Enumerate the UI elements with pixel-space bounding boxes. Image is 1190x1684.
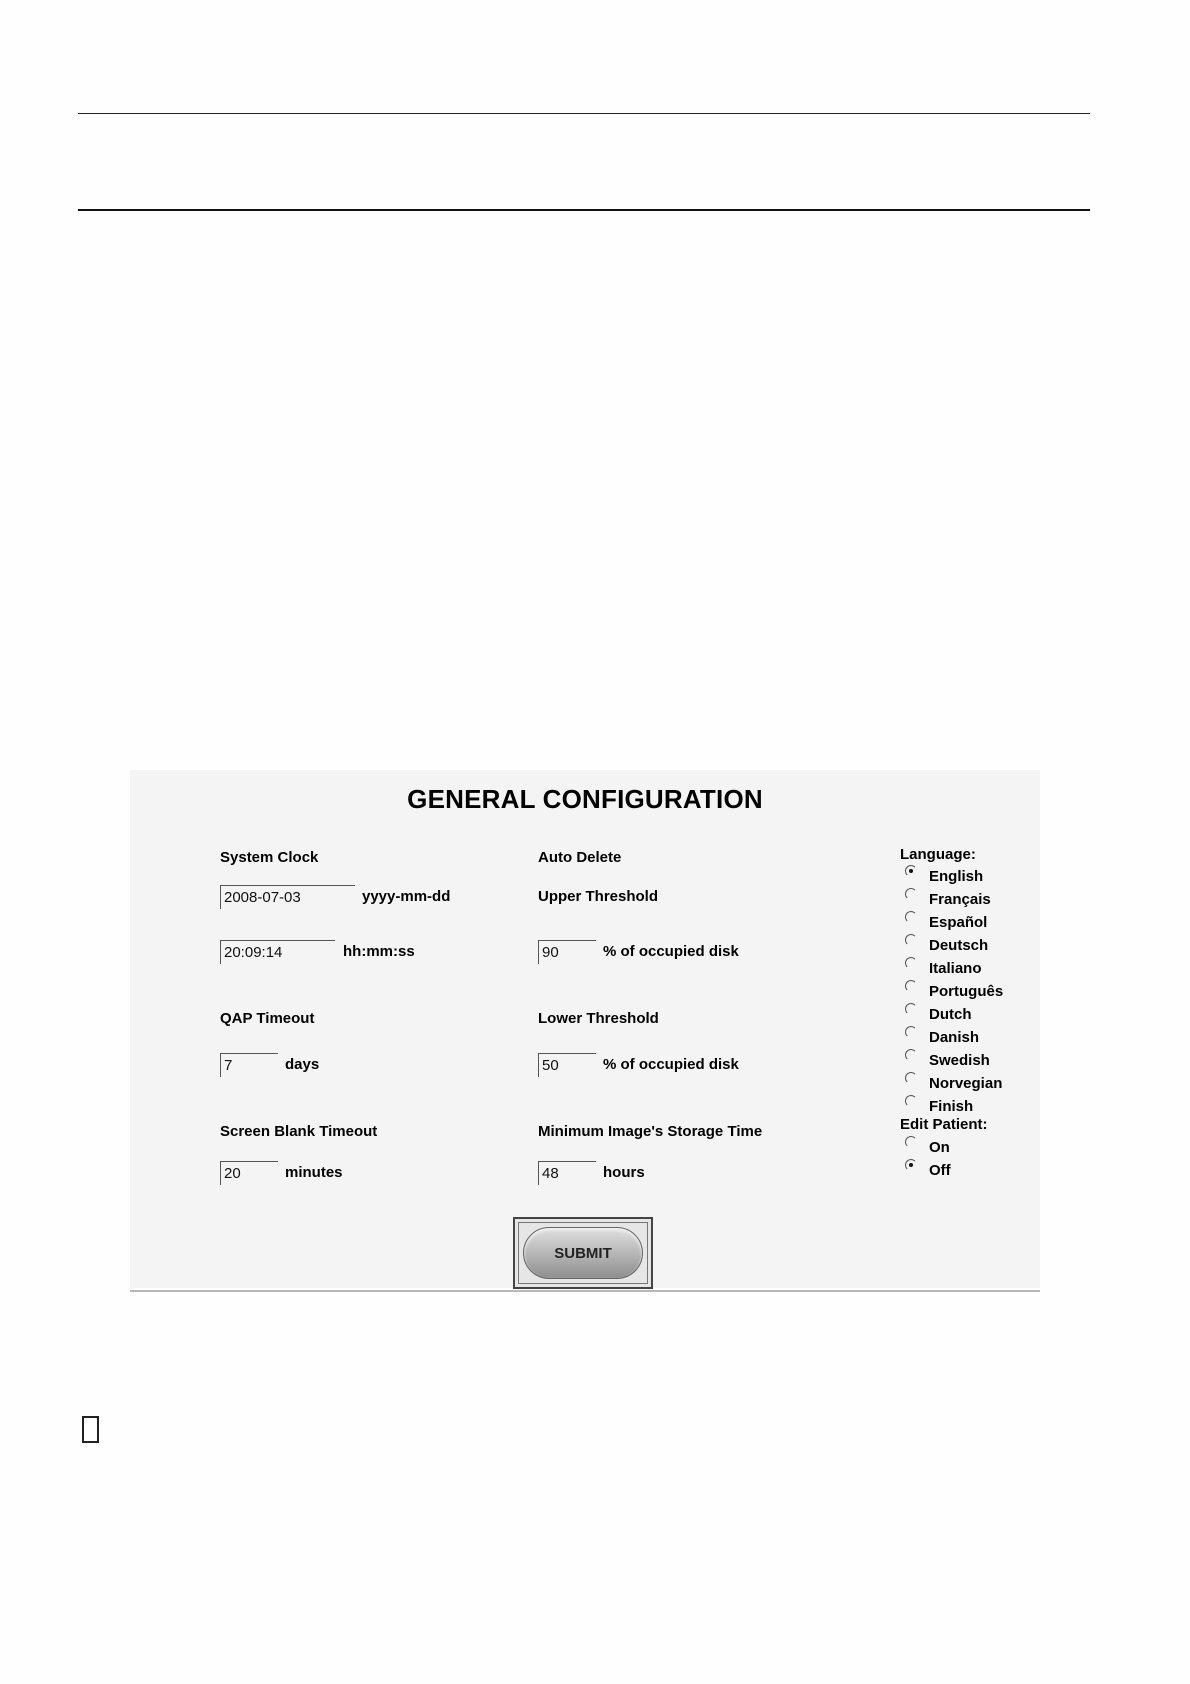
language-option-espanol[interactable] <box>905 911 987 933</box>
language-option-dutch[interactable] <box>905 1003 972 1025</box>
submit-button-frame <box>513 1217 653 1289</box>
language-option-norvegian[interactable] <box>905 1072 1002 1094</box>
lower-threshold-unit: % of occupied disk <box>603 1056 739 1073</box>
language-option-label: Português <box>929 982 1004 1000</box>
header-rule-top <box>78 113 1090 114</box>
radio-espanol[interactable] <box>905 911 917 923</box>
screen-blank-label: Screen Blank Timeout <box>220 1123 378 1140</box>
language-option-deutsch[interactable] <box>905 934 988 956</box>
qap-timeout-unit: days <box>285 1056 320 1073</box>
language-option-label: Finish <box>929 1097 974 1115</box>
radio-dutch[interactable] <box>905 1003 917 1015</box>
language-label: Language: <box>900 846 976 863</box>
screen-blank-input[interactable] <box>220 1161 278 1185</box>
submit-button[interactable]: SUBMIT <box>523 1227 643 1279</box>
date-input[interactable] <box>220 885 355 909</box>
edit-patient-option-off[interactable] <box>905 1159 951 1181</box>
language-option-label: Norvegian <box>929 1074 1003 1092</box>
min-storage-input[interactable] <box>538 1161 596 1185</box>
language-option-label: Français <box>929 890 991 908</box>
general-configuration-panel <box>130 770 1040 1288</box>
qap-timeout-label: QAP Timeout <box>220 1010 315 1027</box>
language-option-swedish[interactable] <box>905 1049 990 1071</box>
qap-timeout-input[interactable] <box>220 1053 278 1077</box>
radio-italiano[interactable] <box>905 957 917 969</box>
language-option-label: English <box>929 867 984 885</box>
language-option-finish[interactable] <box>905 1095 973 1117</box>
language-option-label: Italiano <box>929 959 982 977</box>
header-rule-bottom <box>78 209 1090 211</box>
language-option-label: Deutsch <box>929 936 989 954</box>
language-option-label: Danish <box>929 1028 980 1046</box>
note-checkbox[interactable] <box>82 1416 99 1443</box>
language-option-italiano[interactable] <box>905 957 982 979</box>
edit-patient-option-label: Off <box>929 1161 951 1179</box>
page-title: GENERAL CONFIGURATION <box>407 784 763 814</box>
radio-english[interactable] <box>905 865 917 877</box>
time-format-label: hh:mm:ss <box>343 943 415 960</box>
radio-portugues[interactable] <box>905 980 917 992</box>
language-option-label: Swedish <box>929 1051 990 1069</box>
lower-threshold-input[interactable] <box>538 1053 596 1077</box>
language-option-portugues[interactable] <box>905 980 1003 1002</box>
language-option-francais[interactable] <box>905 888 991 910</box>
time-input[interactable] <box>220 940 335 964</box>
edit-patient-option-on[interactable] <box>905 1136 950 1158</box>
date-format-label: yyyy-mm-dd <box>362 888 451 905</box>
radio-francais[interactable] <box>905 888 917 900</box>
auto-delete-label: Auto Delete <box>538 849 622 866</box>
language-option-label: Dutch <box>929 1005 972 1023</box>
edit-patient-label: Edit Patient: <box>900 1116 988 1133</box>
radio-danish[interactable] <box>905 1026 917 1038</box>
panel-bottom-rule <box>130 1290 1040 1292</box>
lower-threshold-label: Lower Threshold <box>538 1010 659 1027</box>
radio-finish[interactable] <box>905 1095 917 1107</box>
upper-threshold-input[interactable] <box>538 940 596 964</box>
radio-edit-on[interactable] <box>905 1136 917 1148</box>
language-option-danish[interactable] <box>905 1026 979 1048</box>
language-option-label: Español <box>929 913 988 931</box>
language-option-english[interactable] <box>905 865 983 887</box>
edit-patient-option-label: On <box>929 1138 950 1156</box>
radio-edit-off[interactable] <box>905 1159 917 1171</box>
upper-threshold-unit: % of occupied disk <box>603 943 739 960</box>
min-storage-label: Minimum Image's Storage Time <box>538 1123 763 1140</box>
radio-deutsch[interactable] <box>905 934 917 946</box>
screen-blank-unit: minutes <box>285 1164 343 1181</box>
upper-threshold-label: Upper Threshold <box>538 888 659 905</box>
radio-norvegian[interactable] <box>905 1072 917 1084</box>
system-clock-label: System Clock <box>220 849 319 866</box>
radio-swedish[interactable] <box>905 1049 917 1061</box>
min-storage-unit: hours <box>603 1164 645 1181</box>
